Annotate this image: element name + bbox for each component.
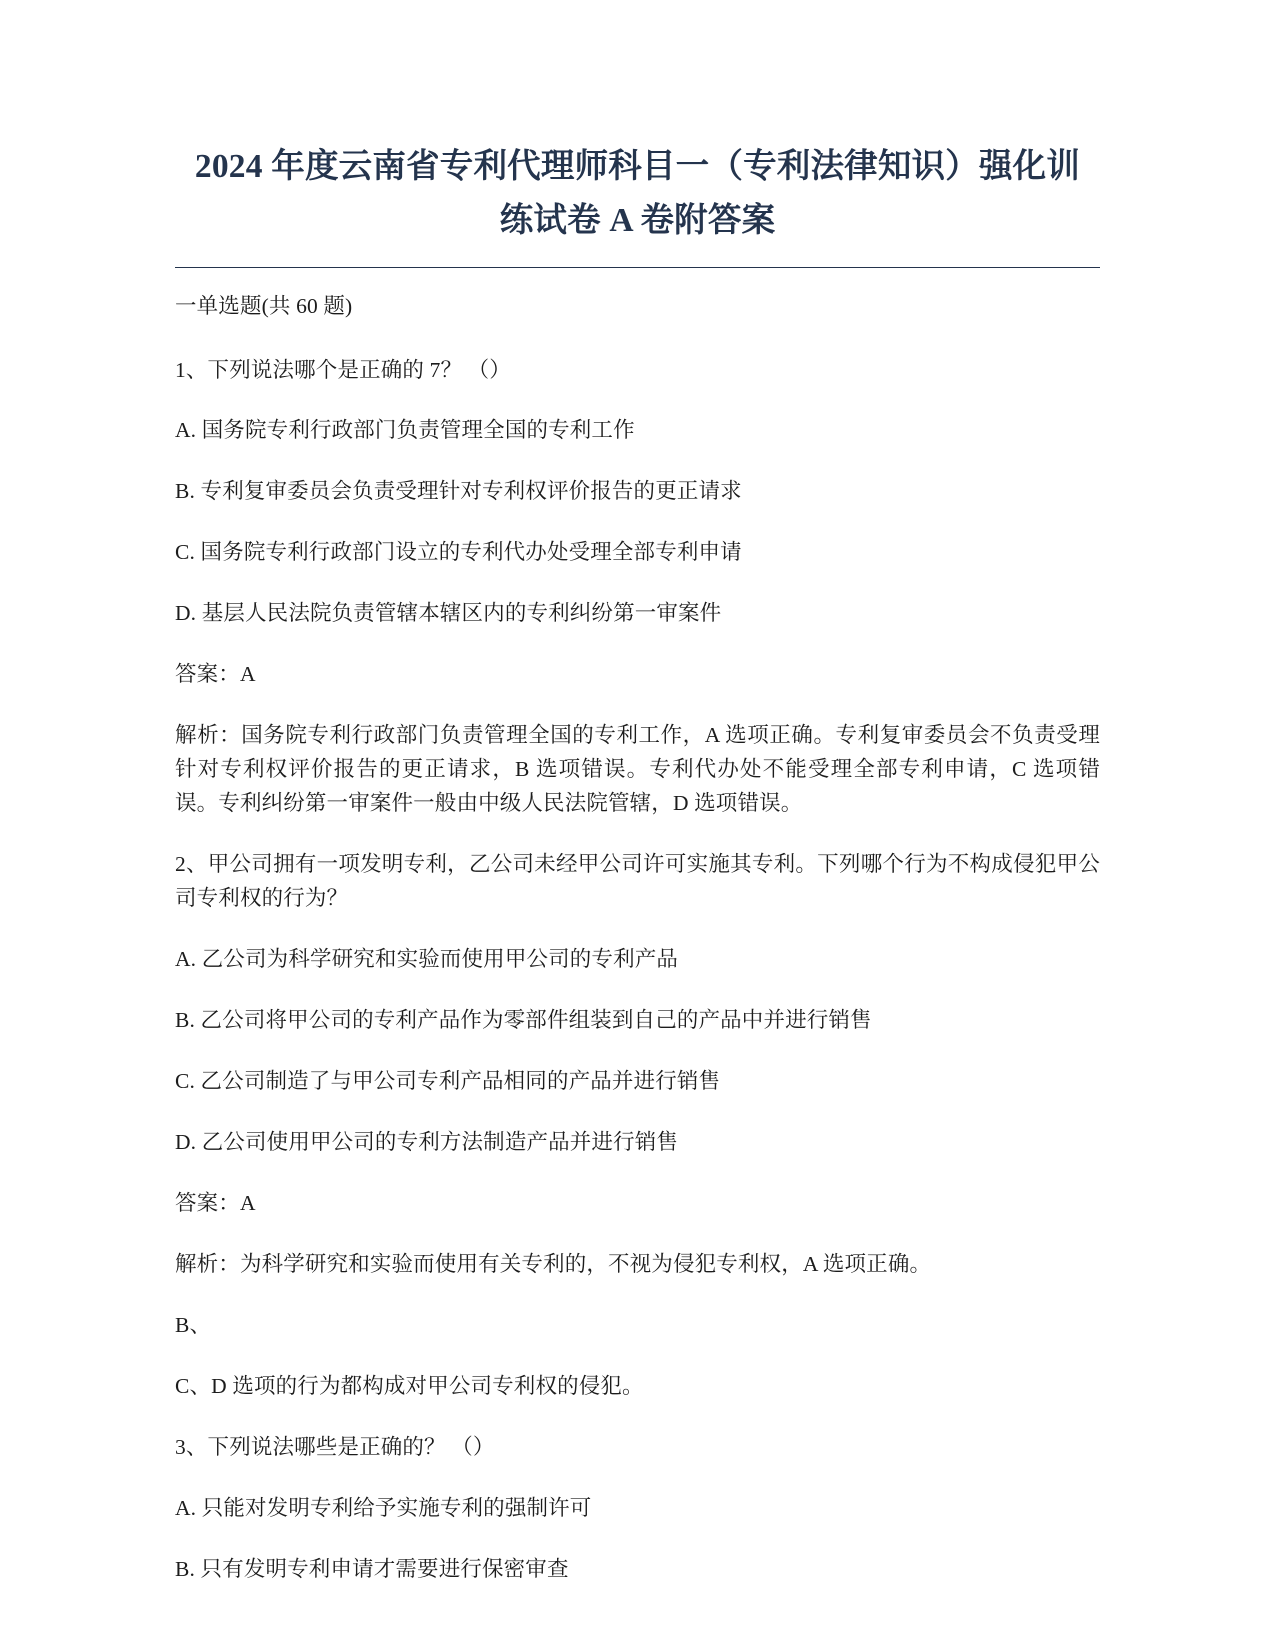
- answer-option: B. 只有发明专利申请才需要进行保密审查: [175, 1556, 569, 1581]
- section-heading: 一单选题(共 60 题): [175, 293, 353, 318]
- analysis-paragraph: 解析：国务院专利行政部门负责管理全国的专利工作，A 选项正确。专利复审委员会不负责受理针对专利权评价报告的更正请求，B 选项错误。专利代办处不能受理全部专利申请，C 选项错误。专利纠纷第一审案件一般由中级人民法院管辖，D 选项错误。: [175, 723, 1100, 816]
- question-stem: 1、下列说法哪个是正确的 7？ （）: [175, 357, 511, 382]
- answer-option: B. 乙公司将甲公司的专利产品作为零部件组装到自己的产品中并进行销售: [175, 1008, 872, 1033]
- question-stem: 2、甲公司拥有一项发明专利，乙公司未经甲公司许可实施其专利。下列哪个行为不构成侵犯甲公司专利权的行为？: [175, 852, 1100, 911]
- answer-option: C. 乙公司制造了与甲公司专利产品相同的产品并进行销售: [175, 1069, 721, 1094]
- answer-line: 答案：A: [175, 1191, 256, 1216]
- question-stem: 3、下列说法哪些是正确的？ （）: [175, 1434, 495, 1459]
- answer-option: B. 专利复审委员会负责受理针对专利权评价报告的更正请求: [175, 479, 742, 504]
- answer-option: A. 只能对发明专利给予实施专利的强制许可: [175, 1495, 592, 1520]
- answer-option: D. 基层人民法院负责管辖本辖区内的专利纠纷第一审案件: [175, 601, 722, 626]
- document-body: [175, 268, 1100, 1587]
- analysis-paragraph: 解析：为科学研究和实验而使用有关专利的，不视为侵犯专利权，A 选项正确。: [175, 1252, 932, 1276]
- answer-option: D. 乙公司使用甲公司的专利方法制造产品并进行销售: [175, 1130, 679, 1155]
- page-title: 2024 年度云南省专利代理师科目一（专利法律知识）强化训练试卷 A 卷附答案: [194, 148, 1081, 240]
- analysis-continuation: C、D 选项的行为都构成对甲公司专利权的侵犯。: [175, 1373, 644, 1398]
- answer-option: A. 乙公司为科学研究和实验而使用甲公司的专利产品: [175, 947, 679, 972]
- analysis-continuation: B、: [175, 1312, 212, 1337]
- answer-line: 答案：A: [175, 662, 256, 687]
- answer-option: C. 国务院专利行政部门设立的专利代办处受理全部专利申请: [175, 540, 742, 565]
- answer-option: A. 国务院专利行政部门负责管理全国的专利工作: [175, 418, 635, 443]
